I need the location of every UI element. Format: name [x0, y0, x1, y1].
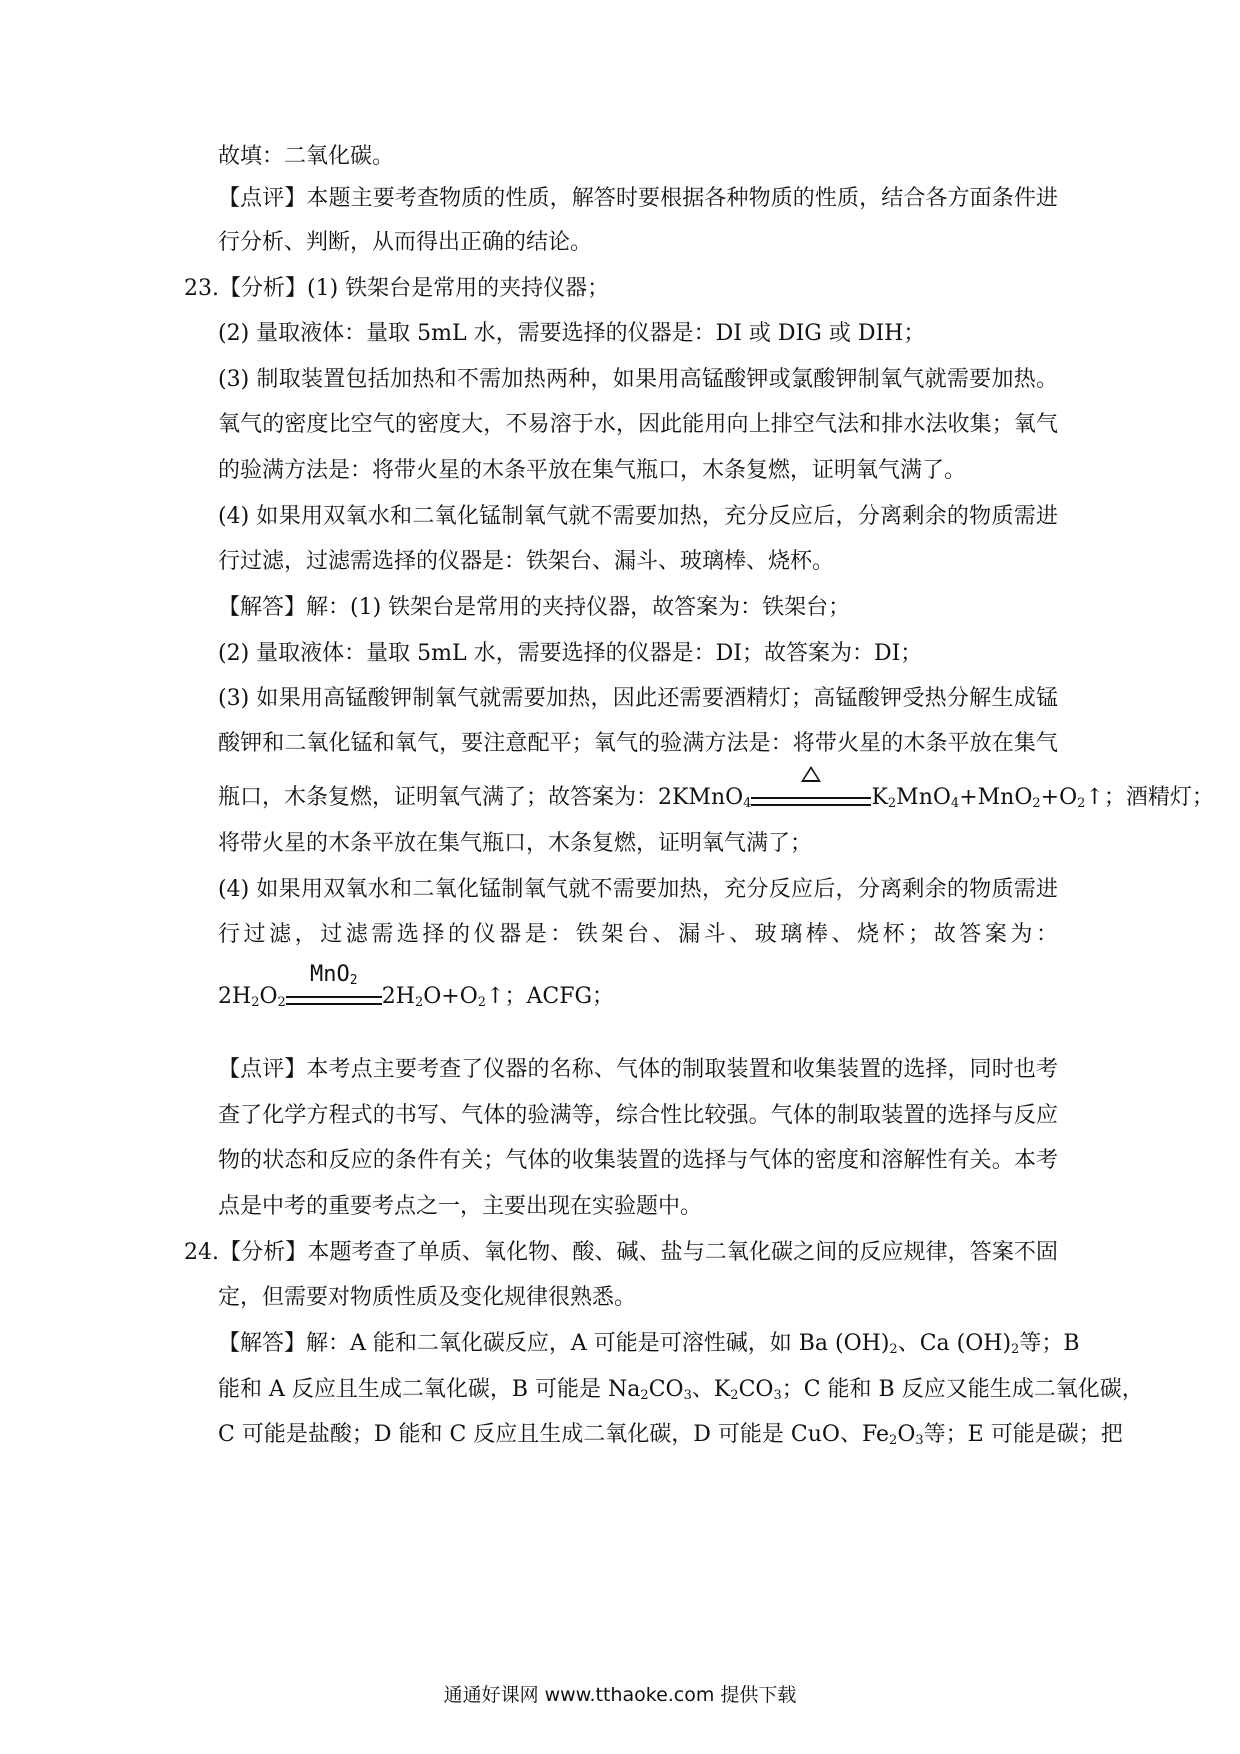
text-line: 行分析、判断，从而得出正确的结论。 — [218, 230, 593, 255]
catalyst-condition: MnO$_2$ — [286, 982, 382, 1012]
text-line: (4) 如果用双氧水和二氧化锰制氧气就不需要加热，充分反应后，分离剩余的物质需进 — [218, 877, 1058, 902]
text-line: 能和 A 反应且生成二氧化碳，B 可能是 $Na_2CO_3$、$K_2CO_3$；C 能和 B 反应又能生成二氧化碳， — [218, 1377, 1144, 1403]
heat-triangle-icon — [801, 766, 821, 782]
text-line: (4) 如果用双氧水和二氧化锰制氧气就不需要加热，充分反应后，分离剩余的物质需进 — [218, 504, 1058, 529]
text-line: 【点评】本考点主要考查了仪器的名称、气体的制取装置和收集装置的选择，同时也考 — [218, 1057, 1058, 1082]
text-line: 点是中考的重要考点之一，主要出现在实验题中。 — [218, 1194, 703, 1219]
text-line: C 可能是盐酸；D 能和 C 反应且生成二氧化碳，D 可能是 CuO、$Fe_2O_3$等；E 可能是碳；把 — [218, 1422, 1123, 1448]
heat-condition — [751, 783, 871, 813]
text-line: (2) 量取液体：量取 5mL 水，需要选择的仪器是：DI；故答案为：DI； — [218, 641, 923, 666]
equation-line-kmno4: 瓶口，木条复燃，证明氧气满了；故答案为：2KMnO$_4$ $K_2MnO_4+MnO_2+O_2↑$；酒精灯； — [218, 783, 1214, 813]
text-line: (3) 制取装置包括加热和不需加热两种，如果用高锰酸钾或氯酸钾制氧气就需要加热。 — [218, 367, 1058, 392]
text-line: 查了化学方程式的书写、气体的验满等，综合性比较强。气体的制取装置的选择与反应 — [218, 1103, 1058, 1128]
text-line: 定，但需要对物质性质及变化规律很熟悉。 — [218, 1285, 637, 1310]
question-23-heading: 23.【分析】(1) 铁架台是常用的夹持仪器； — [184, 276, 610, 301]
page-footer: 通通好课网 www.tthaoke.com 提供下载 — [443, 1684, 797, 1706]
question-24-heading: 24.【分析】本题考查了单质、氧化物、酸、碱、盐与二氧化碳之间的反应规律，答案不固 — [184, 1240, 1058, 1265]
equation-line-h2o2: $2H_2O_2$ MnO$_2$ $2H_2O+O_2↑$；ACFG； — [218, 962, 615, 1010]
text-line: 酸钾和二氧化锰和氧气，要注意配平；氧气的验满方法是：将带火星的木条平放在集气 — [218, 731, 1058, 756]
text-line: 的验满方法是：将带火星的木条平放在集气瓶口，木条复燃，证明氧气满了。 — [218, 458, 967, 483]
text-line: 【点评】本题主要考查物质的性质，解答时要根据各种物质的性质，结合各方面条件进 — [218, 186, 1058, 211]
text-line: 行过滤，过滤需选择的仪器是：铁架台、漏斗、玻璃棒、烧杯；故答案为： — [218, 922, 1058, 947]
text-line: 【解答】解：(1) 铁架台是常用的夹持仪器，故答案为：铁架台； — [218, 595, 851, 620]
text-line: (3) 如果用高锰酸钾制氧气就需要加热，因此还需要酒精灯；高锰酸钾受热分解生成锰 — [218, 686, 1058, 711]
text-line: 物的状态和反应的条件有关；气体的收集装置的选择与气体的密度和溶解性有关。本考 — [218, 1148, 1058, 1173]
text-line: (2) 量取液体：量取 5mL 水，需要选择的仪器是：DI 或 DIG 或 DIH； — [218, 321, 926, 346]
text-line: 行过滤，过滤需选择的仪器是：铁架台、漏斗、玻璃棒、烧杯。 — [218, 549, 835, 574]
text-line: 故填：二氧化碳。 — [218, 144, 395, 169]
text-line: 氧气的密度比空气的密度大，不易溶于水，因此能用向上排空气法和排水法收集；氧气 — [218, 412, 1058, 437]
text-line: 将带火星的木条平放在集气瓶口，木条复燃，证明氧气满了； — [218, 831, 813, 856]
text-line: 【解答】解：A 能和二氧化碳反应，A 可能是可溶性碱，如 Ba $(OH)_2$、Ca $(OH)_2$等；B — [218, 1331, 1080, 1357]
